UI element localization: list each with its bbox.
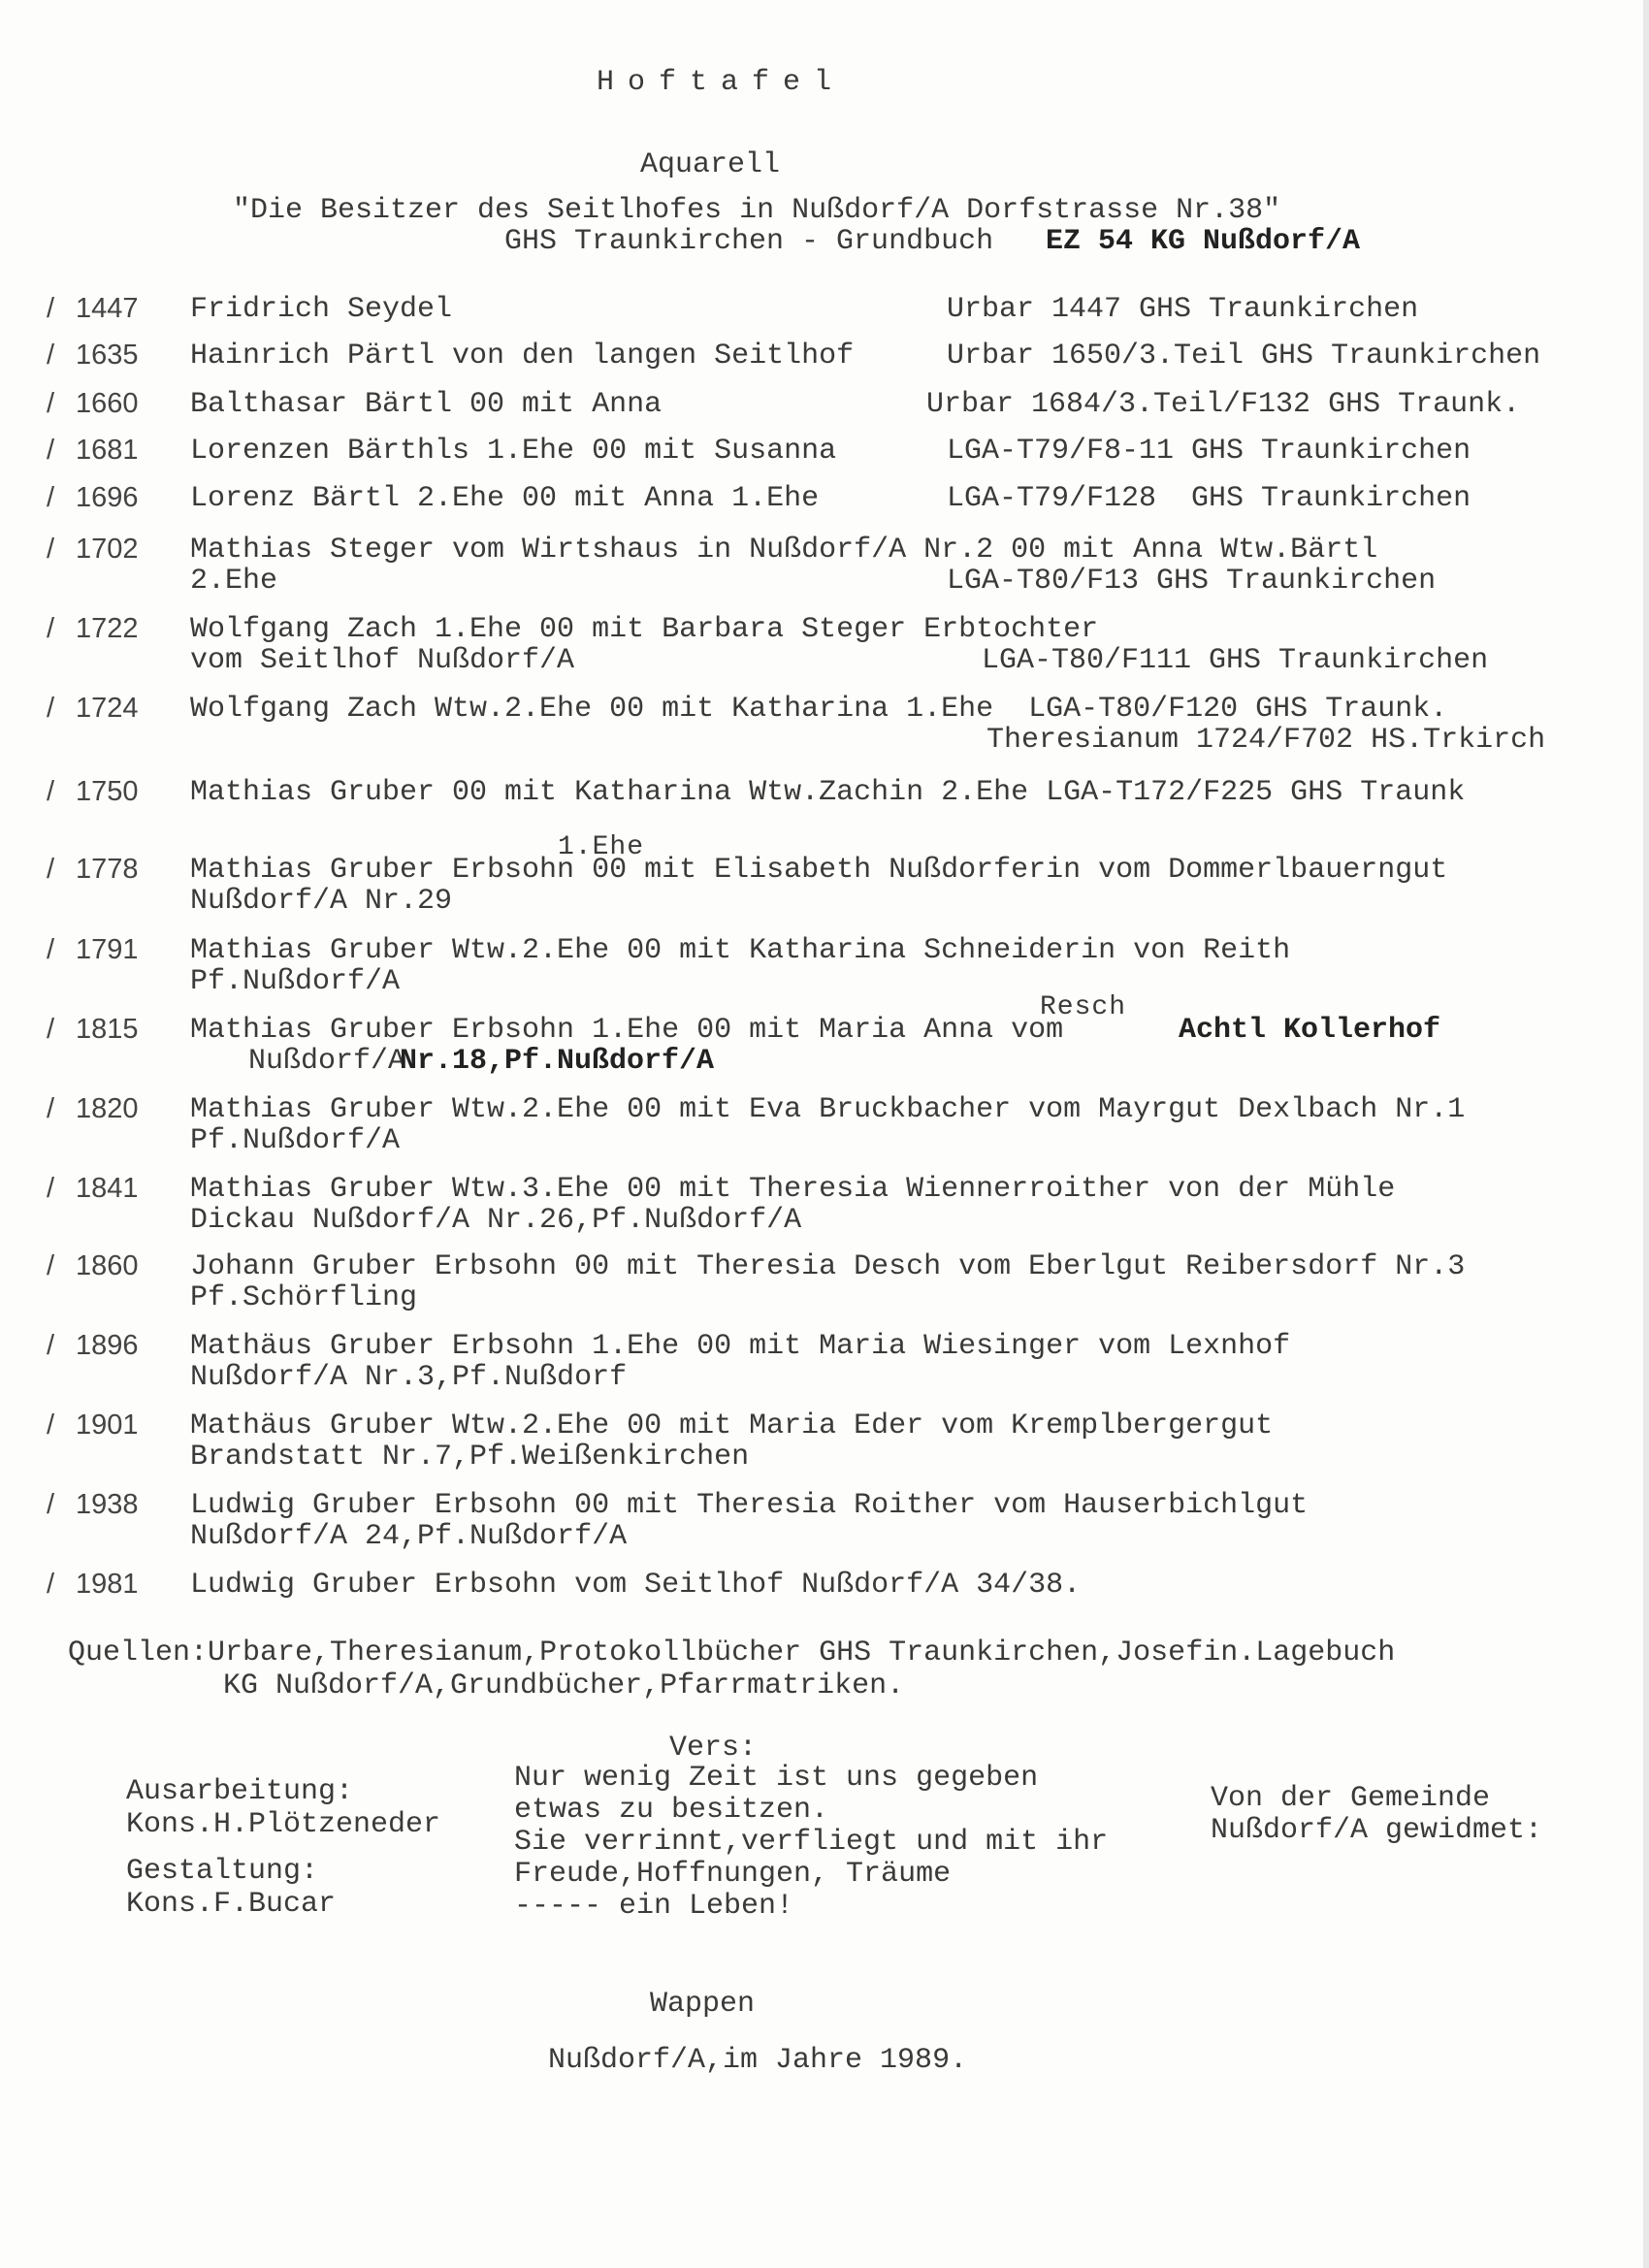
- page-title: Hoftafel: [597, 66, 846, 99]
- subtitle: Aquarell: [640, 148, 781, 181]
- entry-name: Fridrich Seydel: [190, 293, 453, 326]
- verse-line: Sie verrinnt,verfliegt und mit ihr: [514, 1826, 1109, 1859]
- dedication-line-1: Von der Gemeinde: [1211, 1782, 1491, 1815]
- entry-mark: /: [47, 854, 55, 885]
- entry-name: Mathias Gruber Wtw.2.Ehe 00 mit Eva Bruckbacher vom Mayrgut Dexlbach Nr.1: [190, 1093, 1466, 1126]
- entry-mark: /: [47, 1093, 55, 1124]
- entry-mark: /: [47, 1489, 55, 1520]
- entry-year: 1635: [76, 340, 139, 371]
- entry-year: 1681: [76, 435, 139, 466]
- entry-mark: /: [47, 934, 55, 965]
- entry-source: LGA-T80/F111 GHS Traunkirchen: [982, 644, 1489, 677]
- entry-mark: /: [47, 1569, 55, 1600]
- entry-year: 1860: [76, 1250, 139, 1281]
- header-line-1: "Die Besitzer des Seitlhofes in Nußdorf/A Dorfstrasse Nr.38": [233, 194, 1281, 227]
- page-edge: [1643, 0, 1649, 2268]
- credit-label-2: Gestaltung:: [126, 1855, 319, 1888]
- entry-year: 1722: [76, 613, 139, 644]
- credit-name-1: Kons.H.Plötzeneder: [126, 1808, 441, 1841]
- entry-name-continued: 2.Ehe: [190, 565, 278, 598]
- entry-year: 1750: [76, 776, 139, 807]
- entry-mark: /: [47, 776, 55, 807]
- entry-annotation: Resch: [1040, 992, 1127, 1022]
- entry-name-continued: Nußdorf/A: [248, 1045, 406, 1078]
- verse-line: Freude,Hoffnungen, Träume: [514, 1858, 952, 1891]
- header-line-2b: EZ 54 KG Nußdorf/A: [1046, 225, 1361, 258]
- entry-year: 1702: [76, 534, 139, 565]
- entry-mark: /: [47, 613, 55, 644]
- entry-year: 1778: [76, 854, 139, 885]
- entry-name: Balthasar Bärtl 00 mit Anna: [190, 388, 663, 421]
- entry-source: LGA-T80/F13 GHS Traunkirchen: [947, 565, 1437, 598]
- entry-year: 1981: [76, 1569, 139, 1600]
- entry-mark: /: [47, 1409, 55, 1441]
- entry-mark: /: [47, 435, 55, 466]
- entry-source: LGA-T79/F128 GHS Traunkirchen: [947, 482, 1471, 515]
- entry-name-continued: Nußdorf/A Nr.3,Pf.Nußdorf: [190, 1361, 628, 1394]
- entry-name: Mathias Gruber Erbsohn 1.Ehe 00 mit Maria Anna vom: [190, 1014, 1064, 1047]
- entry-mark: /: [47, 340, 55, 371]
- entry-mark: /: [47, 534, 55, 565]
- entry-name: Wolfgang Zach Wtw.2.Ehe 00 mit Katharina 1.Ehe LGA-T80/F120 GHS Traunk.: [190, 693, 1448, 726]
- entry-source: Urbar 1447 GHS Traunkirchen: [947, 293, 1419, 326]
- entry-name: Mathias Gruber 00 mit Katharina Wtw.Zachin 2.Ehe LGA-T172/F225 GHS Traunk: [190, 776, 1466, 809]
- entry-name-continued: Pf.Nußdorf/A: [190, 1124, 401, 1157]
- entry-name: Mathias Gruber Erbsohn 00 mit Elisabeth Nußdorferin vom Dommerlbauerngut: [190, 854, 1448, 887]
- entry-name: Hainrich Pärtl von den langen Seitlhof: [190, 340, 855, 373]
- entry-source: Urbar 1684/3.Teil/F132 GHS Traunk.: [926, 388, 1521, 421]
- entry-name-continued: vom Seitlhof Nußdorf/A: [190, 644, 575, 677]
- entry-name-continued: Nußdorf/A 24,Pf.Nußdorf/A: [190, 1520, 628, 1553]
- entry-year: 1724: [76, 693, 139, 724]
- entry-name-continued: Brandstatt Nr.7,Pf.Weißenkirchen: [190, 1441, 750, 1474]
- entry-name-continued-bold: Nr.18,Pf.Nußdorf/A: [400, 1045, 715, 1078]
- entry-name: Ludwig Gruber Erbsohn vom Seitlhof Nußdorf/A 34/38.: [190, 1569, 1082, 1602]
- entry-name: Lorenz Bärtl 2.Ehe 00 mit Anna 1.Ehe: [190, 482, 820, 515]
- entry-year: 1901: [76, 1409, 139, 1441]
- entry-name: Johann Gruber Erbsohn 00 mit Theresia Desch vom Eberlgut Reibersdorf Nr.3: [190, 1250, 1466, 1283]
- entry-mark: /: [47, 482, 55, 513]
- verse-line: ----- ein Leben!: [514, 1890, 794, 1923]
- entry-year: 1815: [76, 1014, 139, 1045]
- entry-name: Ludwig Gruber Erbsohn 00 mit Theresia Roither vom Hauserbichlgut: [190, 1489, 1309, 1522]
- credit-name-2: Kons.F.Bucar: [126, 1888, 337, 1921]
- entry-year: 1696: [76, 482, 139, 513]
- entry-source: Theresianum 1724/F702 HS.Trkirch: [986, 724, 1546, 757]
- verse-line: etwas zu besitzen.: [514, 1794, 829, 1827]
- header-line-2a: GHS Traunkirchen - Grundbuch: [504, 225, 994, 258]
- entry-year: 1447: [76, 293, 139, 324]
- entry-year: 1841: [76, 1173, 139, 1204]
- entry-name: Lorenzen Bärthls 1.Ehe 00 mit Susanna: [190, 435, 837, 468]
- entry-mark: /: [47, 1014, 55, 1045]
- sources-line-1: Quellen:Urbare,Theresianum,Protokollbücher GHS Traunkirchen,Josefin.Lagebuch: [68, 1636, 1396, 1669]
- entry-name: Wolfgang Zach 1.Ehe 00 mit Barbara Steger Erbtochter: [190, 613, 1099, 646]
- entry-mark: /: [47, 693, 55, 724]
- entry-annotation: 1.Ehe: [558, 832, 645, 862]
- entry-mark: /: [47, 1173, 55, 1204]
- place-and-date: Nußdorf/A,im Jahre 1989.: [548, 2044, 968, 2077]
- entry-mark: /: [47, 293, 55, 324]
- entry-year: 1896: [76, 1330, 139, 1361]
- entry-source: LGA-T79/F8-11 GHS Traunkirchen: [947, 435, 1471, 468]
- entry-name: Mathias Gruber Wtw.3.Ehe 00 mit Theresia Wiennerroither von der Mühle: [190, 1173, 1396, 1206]
- entry-name-continued: Nußdorf/A Nr.29: [190, 885, 453, 918]
- entry-name: Mathias Steger vom Wirtshaus in Nußdorf/A Nr.2 00 mit Anna Wtw.Bärtl: [190, 534, 1378, 567]
- entry-year: 1791: [76, 934, 139, 965]
- entry-name-bold: Achtl Kollerhof: [1179, 1014, 1441, 1047]
- entry-year: 1660: [76, 388, 139, 419]
- coat-of-arms-label: Wappen: [650, 1988, 756, 2021]
- verse-line: Nur wenig Zeit ist uns gegeben: [514, 1762, 1039, 1795]
- entry-name-continued: Pf.Schörfling: [190, 1281, 418, 1314]
- entry-name-continued: Dickau Nußdorf/A Nr.26,Pf.Nußdorf/A: [190, 1204, 802, 1237]
- sources-line-2: KG Nußdorf/A,Grundbücher,Pfarrmatriken.: [223, 1669, 905, 1702]
- entry-name: Mathias Gruber Wtw.2.Ehe 00 mit Katharina Schneiderin von Reith: [190, 934, 1291, 967]
- entry-source: Urbar 1650/3.Teil GHS Traunkirchen: [947, 340, 1541, 373]
- entry-mark: /: [47, 1250, 55, 1281]
- dedication-line-2: Nußdorf/A gewidmet:: [1211, 1814, 1543, 1847]
- entry-year: 1938: [76, 1489, 139, 1520]
- entry-mark: /: [47, 1330, 55, 1361]
- credit-label-1: Ausarbeitung:: [126, 1775, 354, 1808]
- entry-name: Mathäus Gruber Erbsohn 1.Ehe 00 mit Maria Wiesinger vom Lexnhof: [190, 1330, 1291, 1363]
- entry-name: Mathäus Gruber Wtw.2.Ehe 00 mit Maria Eder vom Kremplbergergut: [190, 1409, 1274, 1442]
- entry-year: 1820: [76, 1093, 139, 1124]
- entry-mark: /: [47, 388, 55, 419]
- entry-name-continued: Pf.Nußdorf/A: [190, 965, 401, 998]
- verse-heading: Vers:: [669, 1732, 758, 1765]
